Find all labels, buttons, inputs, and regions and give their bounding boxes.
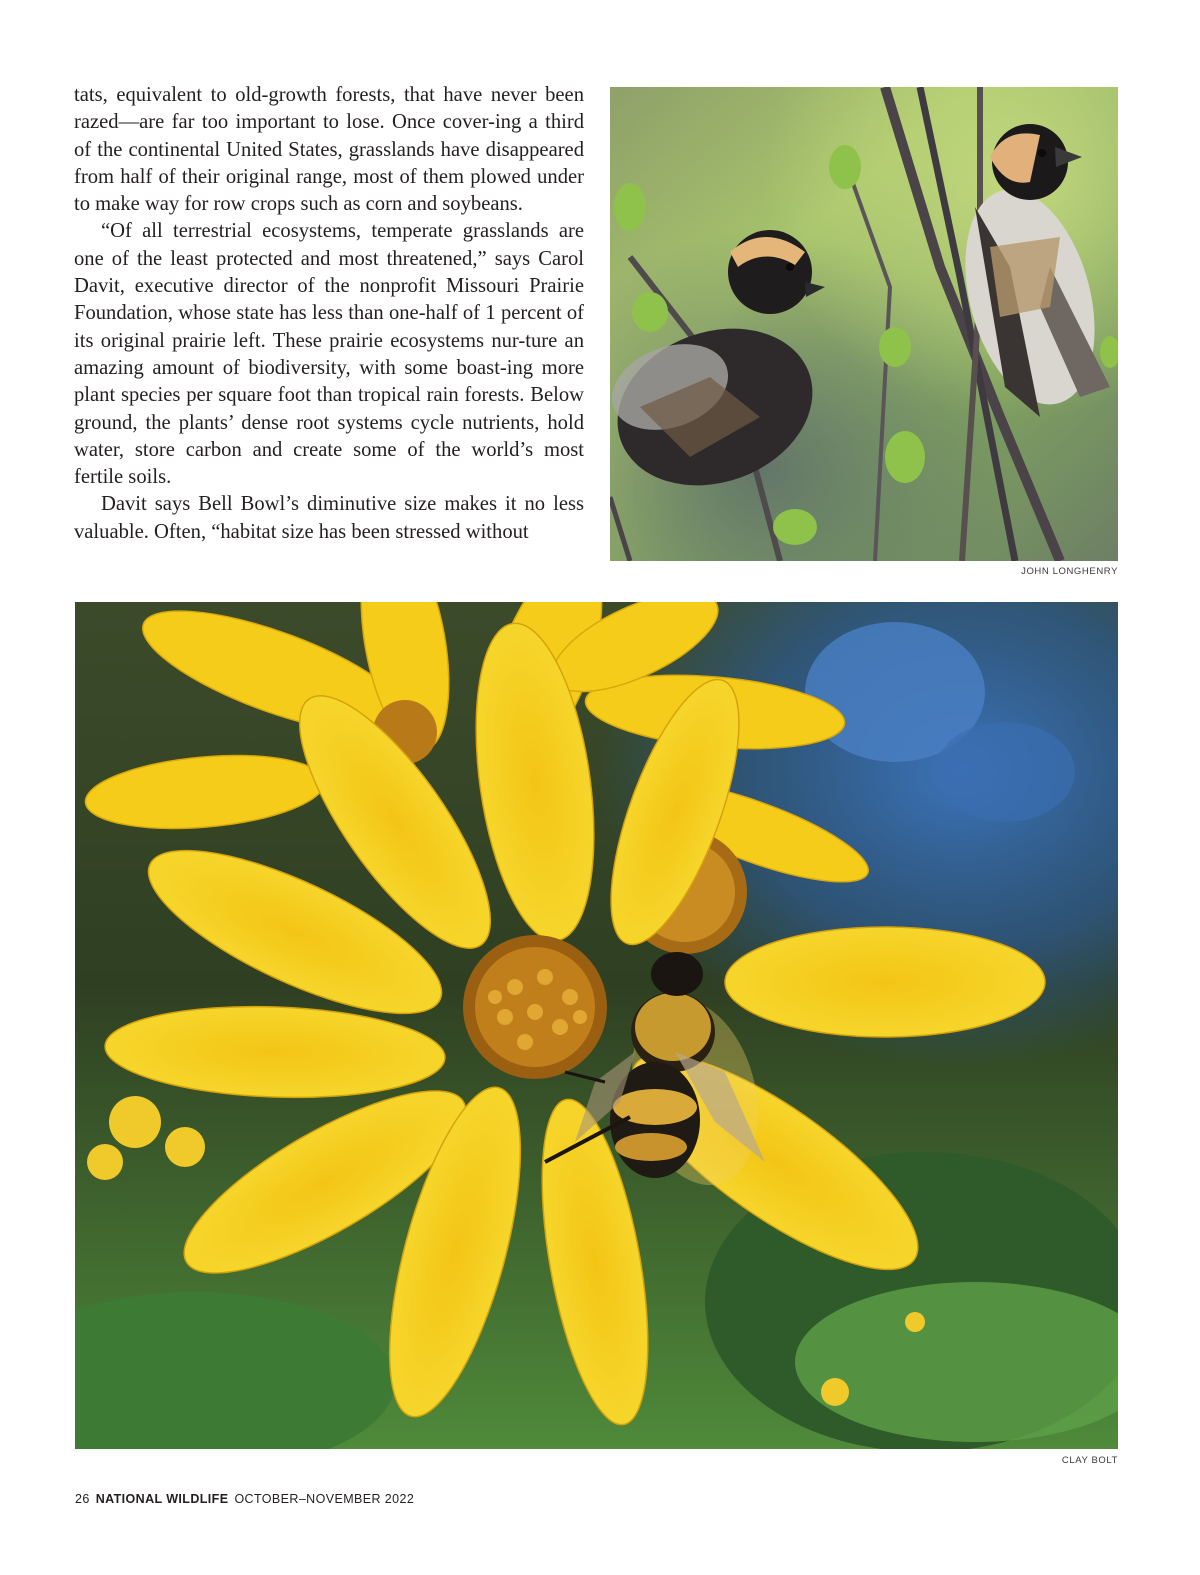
article-paragraph-1: tats, equivalent to old-growth forests, that have never been razed—are far too important to lose. Once cover-ing a third of the continental United States, grasslands have disappeared from half of their original range, most of them plowed under to make way for row crops such as corn and soybeans. — [74, 84, 584, 216]
article-paragraph-2: “Of all terrestrial ecosystems, temperate grasslands are one of the least protected and most threatened,” says Carol Davit, executive director of the nonprofit Missouri Prairie Foundation, whose state has less than one-half of 1 percent of its original prairie left. These prairie ecosystems nur-ture an amazing amount of biodiversity, with some boast-ing more plant species per square foot than tropical rain forests. Below ground, the plants’ dense root systems cycle nutrients, hold water, store carbon and create some of the world’s most fertile soils. — [74, 220, 584, 489]
bobolink-birds-photo — [610, 87, 1118, 561]
page-number: 26 — [75, 1492, 90, 1506]
photo-credit-flower: CLAY BOLT — [1061, 1455, 1118, 1466]
page-footer — [75, 1492, 414, 1506]
sunflower-bee-photo — [75, 602, 1118, 1449]
issue-date: OCTOBER–NOVEMBER 2022 — [234, 1492, 415, 1506]
article-body — [74, 82, 584, 546]
article-paragraph-3: Davit says Bell Bowl’s diminutive size makes it no less valuable. Often, “habitat size has been stressed without — [74, 493, 584, 543]
publication-name: NATIONAL WILDLIFE — [95, 1492, 229, 1506]
photo-credit-birds: JOHN LONGHENRY — [1021, 566, 1118, 577]
